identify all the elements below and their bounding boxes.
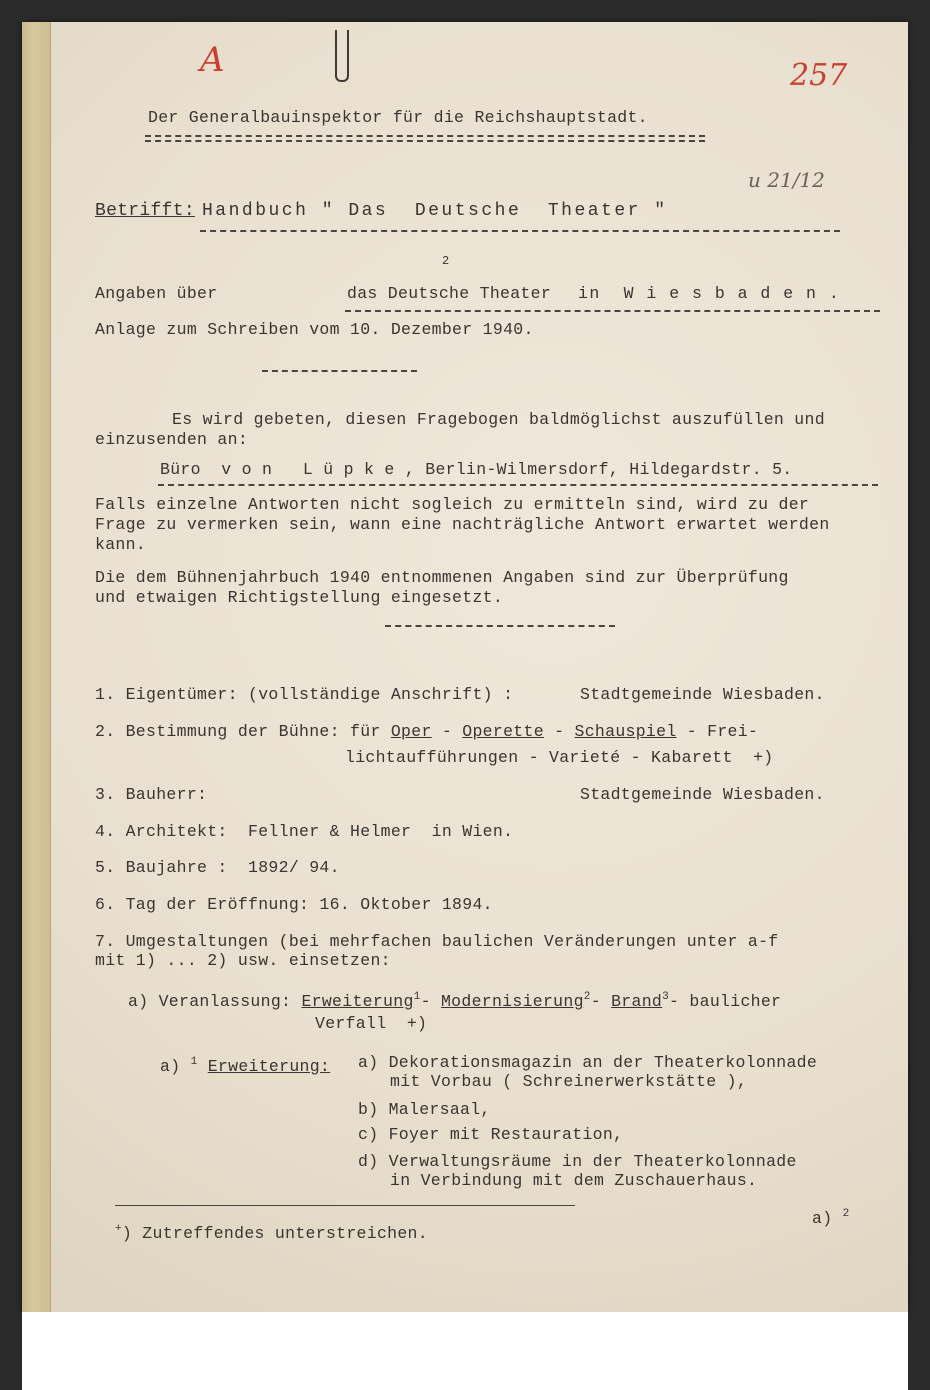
footnote: +) Zutreffendes unterstreichen.: [115, 1223, 428, 1243]
item-2-line-1: 2. Bestimmung der Bühne: für Oper - Operette - Schauspiel - Frei-: [95, 722, 759, 741]
item-7-line-1: 7. Umgestaltungen (bei mehrfachen baulichen Veränderungen unter a-f: [95, 932, 779, 951]
info-place: in W i e s b a d e n .: [578, 284, 841, 303]
item-6: 6. Tag der Eröffnung: 16. Oktober 1894.: [95, 895, 493, 914]
sub-item-b: b) Malersaal,: [358, 1100, 491, 1119]
item-5: 5. Baujahre : 1892/ 94.: [95, 858, 340, 877]
continuation-mark: a) $^2$: [812, 1208, 850, 1228]
source-line-2: und etwaigen Richtigstellung eingesetzt.: [95, 588, 504, 607]
handwritten-number: 257: [790, 58, 848, 93]
request-line-1: Es wird gebeten, diesen Fragebogen baldmöglichst auszufüllen und: [172, 410, 825, 429]
sub-item-d-2: in Verbindung mit dem Zuschauerhaus.: [390, 1171, 758, 1190]
item-7a-line-2: Verfall +): [315, 1014, 428, 1033]
annex-divider: [262, 370, 417, 372]
item-1-value: Stadtgemeinde Wiesbaden.: [580, 685, 825, 704]
request-line-2: einzusenden an:: [95, 430, 249, 449]
sub-item-a-1: a) Dekorationsmagazin an der Theaterkolonnade: [358, 1053, 818, 1072]
handwritten-note: u 21/12: [748, 168, 825, 192]
sub-item-c: c) Foyer mit Restauration,: [358, 1125, 624, 1144]
footnote-rule: [115, 1205, 575, 1206]
subject-text: Handbuch " Das Deutsche Theater ": [202, 201, 668, 221]
handwritten-a: A: [200, 40, 225, 80]
item-3-value: Stadtgemeinde Wiesbaden.: [580, 785, 825, 804]
info-underline: [345, 310, 880, 312]
binding-strip: [22, 22, 51, 1312]
item-1-label: 1. Eigentümer: (vollständige Anschrift) :: [95, 685, 514, 704]
item-3-label: 3. Bauherr:: [95, 785, 208, 804]
note-line-3: kann.: [95, 535, 147, 554]
bottom-margin: [22, 1312, 908, 1390]
address-line: Büro v o n L ü p k e , Berlin-Wilmersdorf, Hildegardstr. 5.: [160, 460, 793, 479]
subject-underline: [200, 230, 840, 232]
subject-label: Betrifft:: [95, 201, 195, 221]
header-divider: [145, 135, 705, 137]
item-4: 4. Architekt: Fellner & Helmer in Wien.: [95, 822, 514, 841]
note-line-1: Falls einzelne Antworten nicht sogleich zu ermitteln sind, wird zu der: [95, 495, 810, 514]
sub-item-d-1: d) Verwaltungsräume in der Theaterkolonnade: [358, 1152, 797, 1171]
info-small-mark: 2: [442, 254, 450, 268]
authority-line: Der Generalbauinspektor für die Reichshauptstadt.: [148, 108, 648, 127]
info-label: Angaben über: [95, 284, 218, 303]
item-7a-line-1: a) Veranlassung: Erweiterung$^1$- Modernisierung$^2$- Brand$^3$- baulicher: [128, 991, 782, 1011]
annex-line: Anlage zum Schreiben vom 10. Dezember 1940.: [95, 320, 534, 339]
sub-heading: a) $^1$ Erweiterung:: [160, 1056, 331, 1076]
paper-clip-icon: [335, 30, 349, 82]
item-7-line-2: mit 1) ... 2) usw. einsetzen:: [95, 951, 391, 970]
item-2-line-2: lichtaufführungen - Varieté - Kabarett +): [345, 748, 774, 767]
address-underline: [158, 484, 878, 486]
source-divider: [385, 625, 615, 627]
note-line-2: Frage zu vermerken sein, wann eine nachträgliche Antwort erwartet werden: [95, 515, 830, 534]
info-theater: das Deutsche Theater: [347, 284, 552, 303]
sub-item-a-2: mit Vorbau ( Schreinerwerkstätte ),: [390, 1072, 748, 1091]
header-divider-2: [145, 140, 705, 142]
source-line-1: Die dem Bühnenjahrbuch 1940 entnommenen Angaben sind zur Überprüfung: [95, 568, 789, 587]
